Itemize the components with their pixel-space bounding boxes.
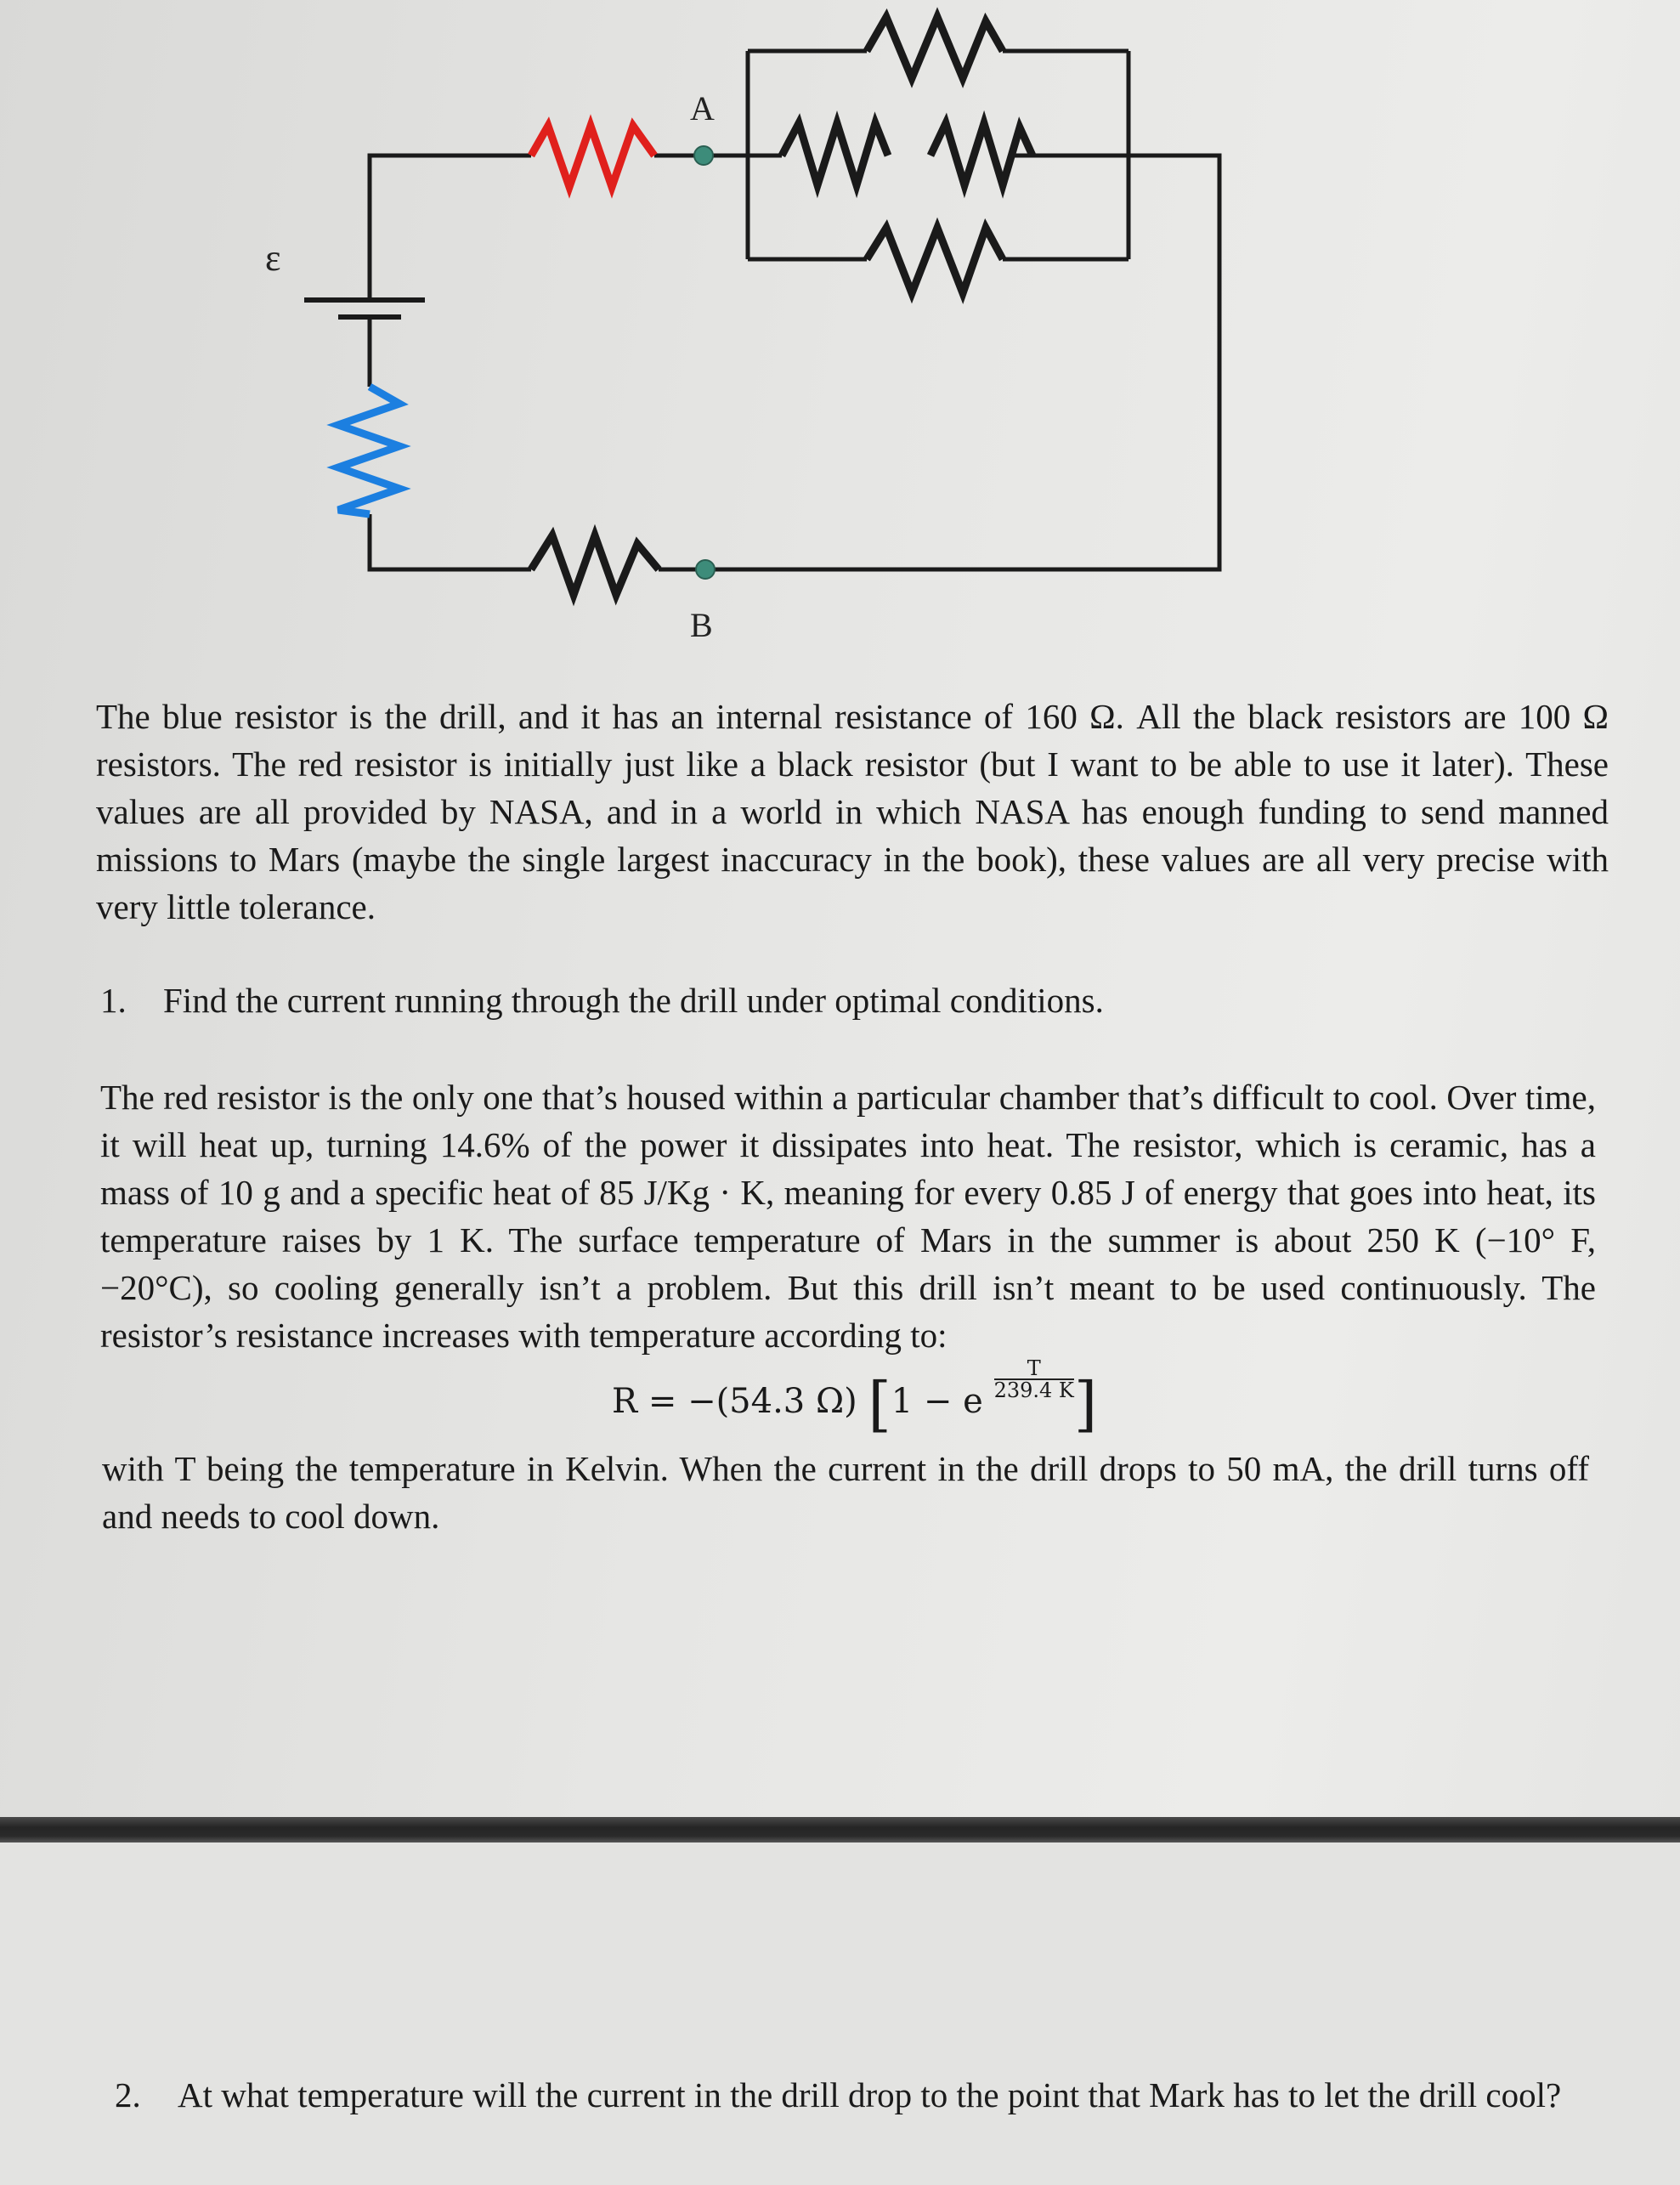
bottom-resistor xyxy=(531,535,659,595)
page-divider xyxy=(0,1817,1680,1843)
bottom-left-wire xyxy=(370,514,531,569)
formula-bracket-open: [ xyxy=(868,1369,891,1439)
top-left-wire xyxy=(370,156,531,300)
formula-exp-denominator: 239.4 K xyxy=(993,1378,1074,1402)
formula-bracket-close: ] xyxy=(1073,1369,1098,1439)
node-a-label: A xyxy=(690,89,715,127)
question-1 xyxy=(100,977,1104,1023)
question-2-number: 2. xyxy=(115,2075,141,2114)
parallel-middle-resistor-1 xyxy=(782,123,888,185)
blue-resistor-drill xyxy=(338,387,399,514)
lower-page-section xyxy=(0,1843,1680,2185)
battery-symbol xyxy=(304,300,425,317)
formula-exponent xyxy=(994,1358,1074,1401)
question-2-text: At what temperature will the current in the drill drop to the point that Mark has to let the drill cool? xyxy=(178,2075,1562,2114)
parallel-top-resistor xyxy=(867,17,1003,78)
parallel-bottom-resistor xyxy=(867,228,1003,293)
emf-label: ε xyxy=(265,237,281,279)
formula-one-minus: 1 − e xyxy=(891,1382,983,1421)
node-a xyxy=(694,146,713,165)
node-b-label: B xyxy=(690,606,713,644)
circuit-diagram xyxy=(0,0,1680,680)
formula-lhs: R = −(54.3 Ω) xyxy=(612,1382,857,1421)
node-b xyxy=(696,560,715,579)
question-2 xyxy=(115,2072,1585,2118)
resistance-formula xyxy=(612,1358,1097,1439)
right-outer-wire xyxy=(705,156,1219,569)
intro-paragraph: The blue resistor is the drill, and it has an internal resistance of 160 Ω. All the black resistors are 100 Ω resistors. The red resistor is initially just like a black resistor (but I want to be able to use it later). These values are all provided by NASA, and in a world in which NASA has enough funding to send manned missions to Mars (maybe the single largest inaccuracy in the book), these values are all very precise with very little tolerance. xyxy=(96,697,1609,926)
red-resistor xyxy=(531,126,654,187)
after-formula-paragraph: with T being the temperature in Kelvin. When the current in the drill drops to 50 mA, the drill turns off and needs to cool down. xyxy=(102,1449,1589,1536)
question-1-text: Find the current running through the drill under optimal conditions. xyxy=(163,981,1104,1020)
heat-paragraph: The red resistor is the only one that’s housed within a particular chamber that’s difficult to cool. Over time, it will heat up, turning 14.6% of the power it dissipates into heat. The resistor, which is ceramic, has a mass of 10 g and a specific heat of 85 J/Kg · K, meaning for every 0.85 J of energy that goes into heat, its temperature raises by 1 K. The surface temperature of Mars in the summer is about 250 K (−10° F, −20°C), so cooling generally isn’t a problem. But this drill isn’t meant to be used continuously. The resistor’s resistance increases with temperature according to: xyxy=(100,1078,1596,1355)
question-1-number: 1. xyxy=(100,981,127,1020)
formula-exp-numerator: T xyxy=(994,1358,1074,1380)
